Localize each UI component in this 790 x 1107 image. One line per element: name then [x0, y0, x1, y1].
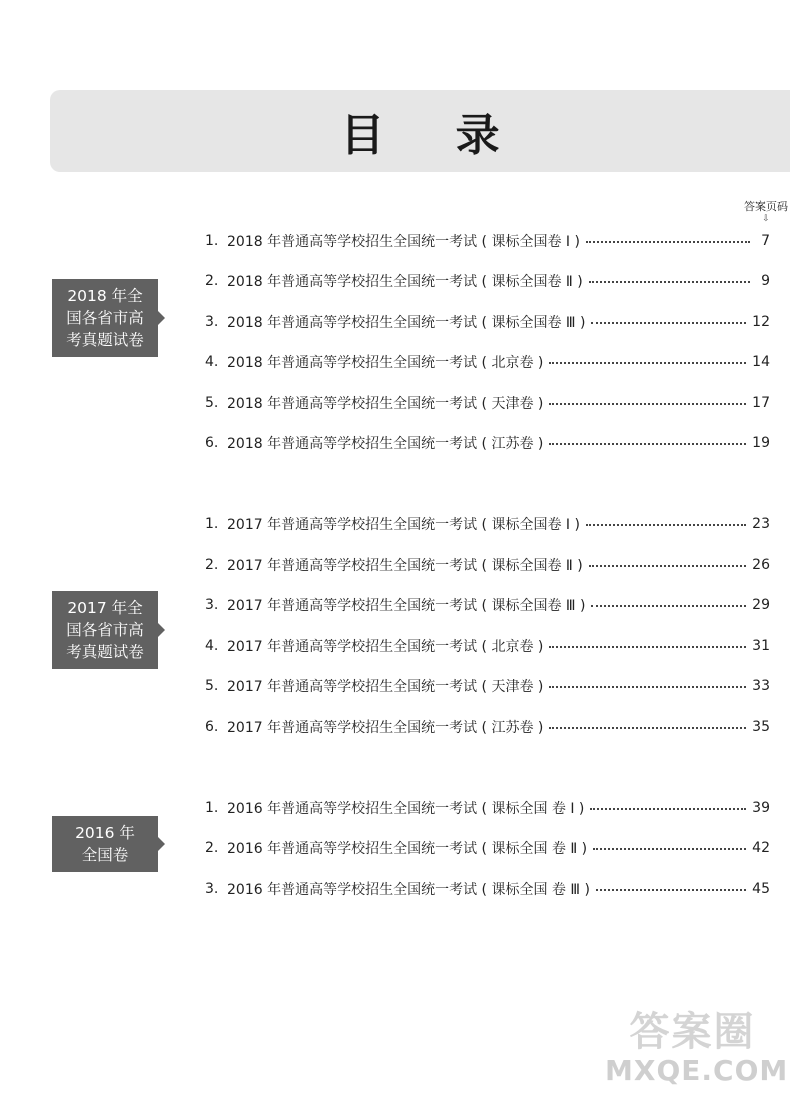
- entry-title: 2018 年普通高等学校招生全国统一考试 ( 课标全国卷 Ⅲ ): [227, 315, 586, 331]
- entry-title: 2017 年普通高等学校招生全国统一考试 ( 课标全国卷 Ⅲ ): [227, 598, 586, 614]
- dot-leader: [586, 241, 750, 243]
- entry-number: 2.: [205, 557, 219, 573]
- toc-entry[interactable]: [205, 231, 770, 251]
- dot-leader: [549, 443, 746, 445]
- entry-page: 33: [752, 678, 770, 694]
- entry-number: 6.: [205, 435, 219, 451]
- entry-number: 6.: [205, 719, 219, 735]
- entry-number: 1.: [205, 800, 219, 816]
- entry-page: 19: [752, 435, 770, 451]
- dot-leader: [591, 605, 746, 607]
- toc-entry[interactable]: [205, 555, 770, 575]
- entry-page: 12: [752, 314, 770, 330]
- section-tag-2016: [52, 816, 158, 872]
- entry-title: 2016 年普通高等学校招生全国统一考试 ( 课标全国 卷 Ⅲ ): [227, 882, 590, 898]
- dot-leader: [549, 403, 746, 405]
- toc-entry[interactable]: [205, 433, 770, 453]
- entry-title: 2018 年普通高等学校招生全国统一考试 ( 天津卷 ): [227, 396, 544, 412]
- toc-entry[interactable]: [205, 514, 770, 534]
- section-tag-line: 2016 年: [75, 824, 135, 842]
- entry-page: 26: [752, 557, 770, 573]
- entry-title: 2017 年普通高等学校招生全国统一考试 ( 天津卷 ): [227, 679, 544, 695]
- entry-page: 23: [752, 516, 770, 532]
- entry-title: 2018 年普通高等学校招生全国统一考试 ( 课标全国卷 Ⅱ ): [227, 274, 583, 290]
- section-tag-line: 2017 年全: [67, 599, 143, 617]
- toc-entry[interactable]: [205, 352, 770, 372]
- dot-leader: [549, 362, 746, 364]
- toc-entry[interactable]: [205, 595, 770, 615]
- entry-title: 2018 年普通高等学校招生全国统一考试 ( 北京卷 ): [227, 355, 544, 371]
- entry-number: 3.: [205, 314, 219, 330]
- entry-number: 5.: [205, 395, 219, 411]
- watermark-logo: [605, 1009, 789, 1099]
- dot-leader: [549, 727, 746, 729]
- entry-title: 2017 年普通高等学校招生全国统一考试 ( 江苏卷 ): [227, 720, 544, 736]
- entry-page: 45: [752, 881, 770, 897]
- watermark-text-bottom: MXQE.COM: [605, 1054, 789, 1087]
- answer-page-label: 答案页码: [744, 200, 788, 213]
- entry-title: 2017 年普通高等学校招生全国统一考试 ( 课标全国卷 Ⅰ ): [227, 517, 580, 533]
- dot-leader: [549, 646, 746, 648]
- dot-leader: [589, 565, 746, 567]
- entry-title: 2016 年普通高等学校招生全国统一考试 ( 课标全国 卷 Ⅱ ): [227, 841, 588, 857]
- section-tag-line: 考真题试卷: [66, 643, 144, 661]
- section-tag-line: 考真题试卷: [66, 331, 144, 349]
- dot-leader: [593, 848, 746, 850]
- toc-entry[interactable]: [205, 312, 770, 332]
- entry-title: 2018 年普通高等学校招生全国统一考试 ( 课标全国卷 Ⅰ ): [227, 234, 580, 250]
- dot-leader: [586, 524, 746, 526]
- entry-number: 2.: [205, 273, 219, 289]
- entry-page: 31: [752, 638, 770, 654]
- dot-leader: [590, 808, 746, 810]
- entry-page: 7: [761, 233, 770, 249]
- toc-entry[interactable]: [205, 798, 770, 818]
- section-tag-line: 国各省市高: [66, 621, 144, 639]
- entry-page: 35: [752, 719, 770, 735]
- page-title: 目 录: [340, 110, 528, 161]
- entry-number: 1.: [205, 516, 219, 532]
- toc-entry[interactable]: [205, 393, 770, 413]
- entry-title: 2016 年普通高等学校招生全国统一考试 ( 课标全国 卷 Ⅰ ): [227, 801, 585, 817]
- toc-entry[interactable]: [205, 636, 770, 656]
- entry-number: 5.: [205, 678, 219, 694]
- entry-page: 29: [752, 597, 770, 613]
- entry-number: 1.: [205, 233, 219, 249]
- toc-entry[interactable]: [205, 717, 770, 737]
- section-tag-2017: [52, 591, 158, 669]
- entry-page: 14: [752, 354, 770, 370]
- section-tag-line: 国各省市高: [66, 309, 144, 327]
- entry-title: 2017 年普通高等学校招生全国统一考试 ( 北京卷 ): [227, 639, 544, 655]
- dot-leader: [591, 322, 746, 324]
- dot-leader: [589, 281, 750, 283]
- entry-title: 2017 年普通高等学校招生全国统一考试 ( 课标全国卷 Ⅱ ): [227, 558, 583, 574]
- entry-number: 2.: [205, 840, 219, 856]
- section-tag-line: 全国卷: [81, 846, 129, 864]
- toc-entry[interactable]: [205, 676, 770, 696]
- entry-page: 17: [752, 395, 770, 411]
- entry-page: 39: [752, 800, 770, 816]
- entry-number: 4.: [205, 354, 219, 370]
- section-tag-2018: [52, 279, 158, 357]
- dot-leader: [549, 686, 746, 688]
- toc-entry[interactable]: [205, 838, 770, 858]
- dot-leader: [596, 889, 746, 891]
- answer-page-header: [744, 200, 788, 224]
- down-arrow-icon: ⇩: [762, 214, 770, 224]
- entry-number: 4.: [205, 638, 219, 654]
- toc-entry[interactable]: [205, 879, 770, 899]
- title-banner: [50, 90, 790, 172]
- entry-page: 9: [761, 273, 770, 289]
- watermark-text-top: 答案圈: [629, 1009, 756, 1055]
- toc-entry[interactable]: [205, 271, 770, 291]
- entry-number: 3.: [205, 597, 219, 613]
- entry-title: 2018 年普通高等学校招生全国统一考试 ( 江苏卷 ): [227, 436, 544, 452]
- entry-number: 3.: [205, 881, 219, 897]
- section-tag-line: 2018 年全: [67, 287, 143, 305]
- entry-page: 42: [752, 840, 770, 856]
